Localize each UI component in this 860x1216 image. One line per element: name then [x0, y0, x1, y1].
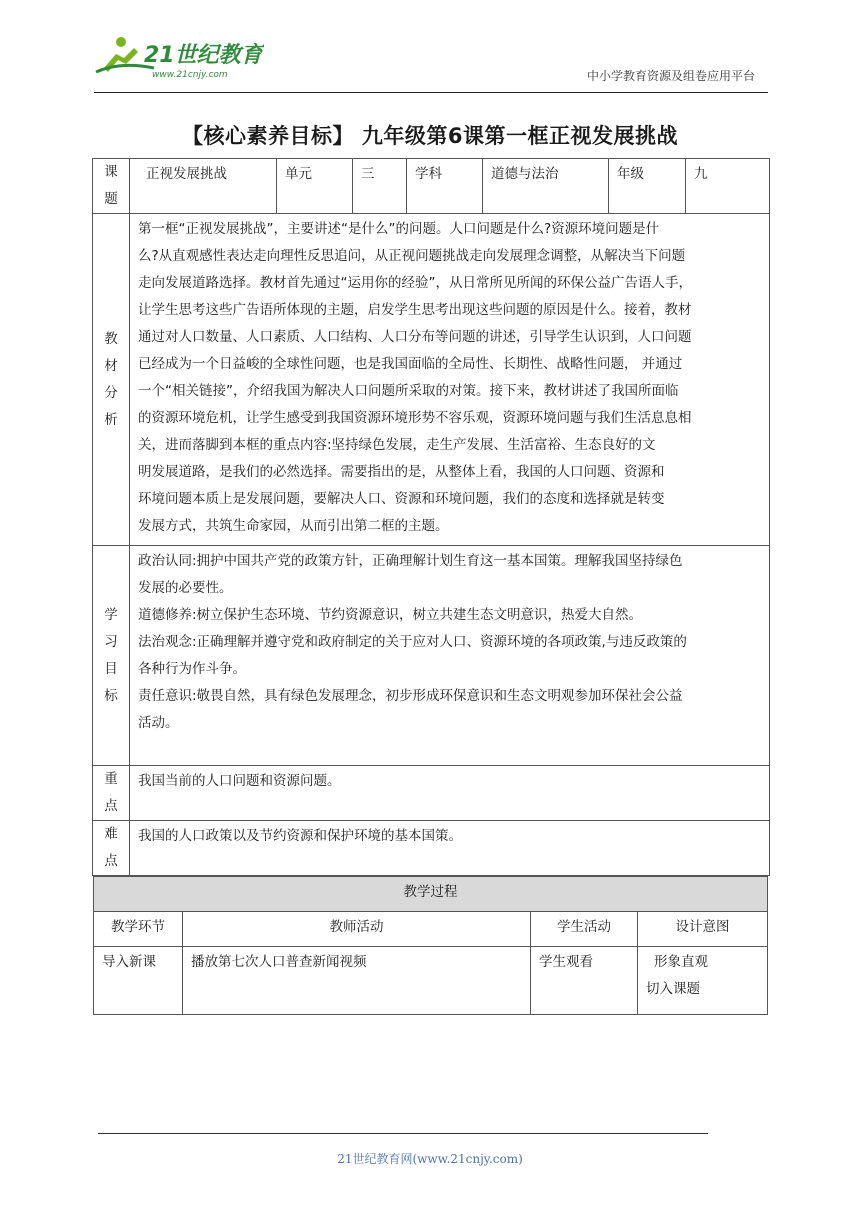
- objectives-label-char: 学: [104, 606, 118, 623]
- grade-value: 九: [686, 159, 770, 214]
- analysis-row: [93, 214, 770, 546]
- column-header: 设计意图: [638, 912, 768, 947]
- difficulty-row: [93, 821, 770, 876]
- key-point-row: [93, 766, 770, 821]
- column-header: 教师活动: [183, 912, 531, 947]
- analysis-line: 的资源环境危机，让学生感受到我国资源环境形势不容乐观，资源环境问题与我们生活息息相: [138, 410, 692, 426]
- objectives-row: [93, 546, 770, 766]
- difficulty-label: [93, 821, 130, 876]
- analysis-text: [130, 214, 770, 546]
- analysis-label-char: 材: [104, 357, 118, 374]
- platform-name: 中小学教育资源及组卷应用平台: [586, 69, 755, 83]
- analysis-line: 已经成为一个日益峻的全球性问题，也是我国面临的全局性、长期性、战略性问题， 并通过: [138, 356, 683, 372]
- objective-line: 法治观念:正确理解并遵守党和政府制定的关于应对人口、资源环境的各项政策,与违反政策的: [138, 634, 687, 650]
- analysis-label-char: 析: [104, 411, 118, 428]
- analysis-line: 环境问题本质上是发展问题，要解决人口、资源和环境问题，我们的态度和选择就是转变: [138, 491, 665, 507]
- design-intent-cell: [638, 947, 768, 1015]
- site-logo: [94, 34, 264, 82]
- subject-value: 道德与法治: [483, 159, 609, 214]
- analysis-line: 让学生思考这些广告语所体现的主题，启发学生思考出现这些问题的原因是什么。接着，教材: [138, 302, 692, 318]
- analysis-line: 么?从直观感性表达走向理性反思追问，从正视问题挑战走向发展理念调整，从解决当下问题: [138, 248, 686, 264]
- footer-divider: [98, 1133, 708, 1134]
- header-divider: [94, 92, 768, 93]
- runner-logo-icon: [94, 34, 264, 82]
- difficulty-value: 我国的人口政策以及节约资源和保护环境的基本国策。: [130, 821, 770, 876]
- lesson-info-table: [92, 158, 770, 876]
- objective-line: 各种行为作斗争。: [138, 661, 246, 677]
- course-label-char: 题: [104, 191, 118, 207]
- analysis-line: 关，进而落脚到本框的重点内容:坚持绿色发展，走生产发展、生活富裕、生态良好的文: [138, 437, 656, 453]
- intent-line: 形象直观: [654, 954, 708, 970]
- objectives-label-char: 标: [104, 687, 118, 704]
- analysis-line: 第一框“正视发展挑战”，主要讲述“是什么”的问题。人口问题是什么?资源环境问题是什: [138, 221, 660, 237]
- teacher-activity-cell: 播放第七次人口普查新闻视频: [183, 947, 531, 1015]
- objectives-text: [130, 546, 770, 766]
- analysis-line: 走向发展道路选择。教材首先通过“运用你的经验”，从日常所见所闻的环保公益广告语人手，: [138, 275, 692, 291]
- subject-label: 学科: [407, 159, 483, 214]
- student-activity-cell: 学生观看: [531, 947, 638, 1015]
- objectives-label: [93, 546, 130, 766]
- analysis-label-char: 分: [104, 384, 118, 401]
- column-header: 教学环节: [94, 912, 183, 947]
- analysis-line: 一个“相关链接”，介绍我国为解决人口问题所采取的对策。接下来，教材讲述了我国所面临: [138, 383, 679, 399]
- objective-line: 政治认同:拥护中国共产党的政策方针，正确理解计划生育这一基本国策。理解我国坚持绿色: [138, 553, 683, 569]
- analysis-line: 明发展道路，是我们的必然选择。需要指出的是，从整体上看，我国的人口问题、资源和: [138, 464, 665, 480]
- page-title: 【核心素养目标】 九年级第6课第一框正视发展挑战: [182, 124, 678, 148]
- objective-line: 发展的必要性。: [138, 580, 233, 596]
- key-point-label-char: 点: [104, 798, 118, 814]
- unit-value: 三: [353, 159, 407, 214]
- course-label-char: 课: [104, 164, 118, 180]
- objectives-label-char: 习: [104, 633, 118, 650]
- objective-line: 活动。: [138, 715, 179, 731]
- process-heading: 教学过程: [94, 877, 768, 912]
- stage-cell: 导入新课: [94, 947, 183, 1015]
- info-row: [93, 159, 770, 214]
- key-point-label: [93, 766, 130, 821]
- teaching-process-table: [93, 876, 768, 1015]
- intent-line: 切入课题: [646, 981, 700, 997]
- column-header: 学生活动: [531, 912, 638, 947]
- table-row: [94, 947, 768, 1015]
- analysis-label-char: 教: [104, 330, 118, 347]
- key-point-value: 我国当前的人口问题和资源问题。: [130, 766, 770, 821]
- course-value: 正视发展挑战: [130, 159, 277, 214]
- difficulty-label-char: 难: [104, 826, 118, 842]
- analysis-label: [93, 214, 130, 546]
- objectives-label-char: 目: [104, 660, 118, 677]
- logo-url: www.21cnjy.com: [152, 70, 228, 80]
- course-label: [93, 159, 130, 214]
- grade-label: 年级: [609, 159, 686, 214]
- key-point-label-char: 重: [104, 771, 118, 787]
- analysis-line: 发展方式，共筑生命家园，从而引出第二框的主题。: [138, 518, 449, 534]
- difficulty-label-char: 点: [104, 853, 118, 869]
- objective-line: 道德修养:树立保护生态环境、节约资源意识，树立共建生态文明意识，热爱大自然。: [138, 607, 643, 623]
- unit-label: 单元: [277, 159, 353, 214]
- process-header-row: [94, 912, 768, 947]
- analysis-line: 通过对人口数量、人口素质、人口结构、人口分布等问题的讲述，引导学生认识到，人口问题: [138, 329, 692, 345]
- footer-link[interactable]: 21世纪教育网(www.21cnjy.com): [337, 1152, 523, 1166]
- objective-line: 责任意识:敬畏自然，具有绿色发展理念，初步形成环保意识和生态文明观参加环保社会公益: [138, 688, 683, 704]
- logo-text: 21世纪教育: [144, 43, 263, 68]
